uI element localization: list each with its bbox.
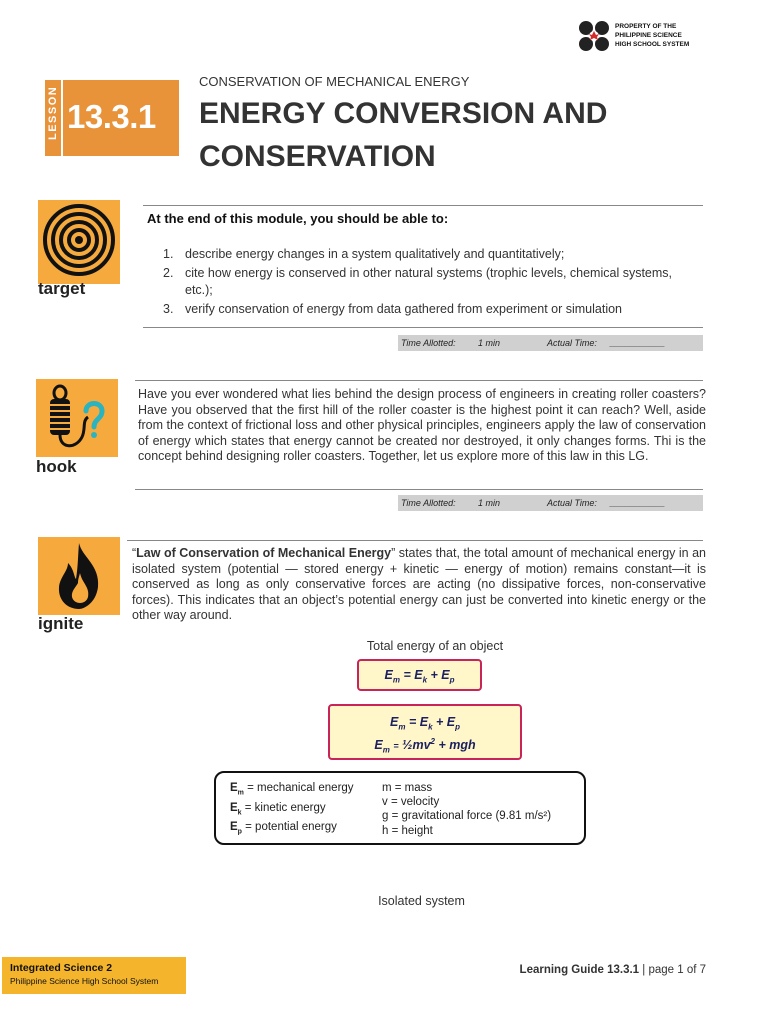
objectives-list <box>163 246 703 319</box>
footer-page: | page 1 of 7 <box>642 964 706 976</box>
formula-2a: $E_m = E_k + E_p$ <box>390 715 460 732</box>
page-subtitle: CONSERVATION OF MECHANICAL ENERGY <box>199 74 470 89</box>
divider <box>135 489 703 490</box>
pshs-logo <box>578 19 708 53</box>
target-icon <box>38 200 120 284</box>
footer-page-info <box>520 964 706 976</box>
hook-icon-box <box>36 379 118 457</box>
logo-line3: HIGH SCHOOL SYSTEM <box>615 41 690 48</box>
time-allotted-value: 1 min <box>478 338 501 348</box>
time-allotted-label: Time Allotted: <box>401 338 456 348</box>
footer-course: Integrated Science 2 <box>10 962 113 974</box>
rope-hook-icon <box>36 379 118 457</box>
list-number: 2. <box>163 265 174 280</box>
quote-close: ” <box>391 546 396 560</box>
legend-text: = potential energy <box>241 821 337 833</box>
target-label: target <box>38 279 86 298</box>
time-allotted-value: 1 min <box>478 498 501 508</box>
legend-item: h = height <box>382 824 433 837</box>
legend-item: $E_m$ = mechanical energy <box>230 782 354 797</box>
target-icon-box <box>38 200 120 284</box>
list-number: 1. <box>163 247 174 261</box>
objectives-heading: At the end of this module, you should be able to: <box>147 211 449 226</box>
ignite-paragraph <box>132 546 706 624</box>
formula-box-expanded <box>328 704 522 760</box>
list-text: describe energy changes in a system qualitatively and quantitatively; <box>185 247 565 261</box>
actual-time-label: Actual Time: <box>547 498 597 508</box>
ignite-paragraph-text: states that, the total amount of mechanical energy in an isolated system (potential — stored energy + kinetic — energy of motion) remains constant—it is conserved as long as only conservative forces are acting (no dissipative forces, non-conservative forces). This indicates that an object’s potential energy can just be converted into kinetic energy or the other way around. <box>132 546 706 622</box>
logo-text <box>615 22 689 49</box>
list-text: verify conservation of energy from data gathered from experiment or simulation <box>185 301 623 316</box>
list-number: 3. <box>163 301 174 316</box>
list-text: cite how energy is conserved in other natural systems (trophic levels, chemical systems, etc.); <box>185 265 672 297</box>
pshs-logo-icon <box>578 20 610 52</box>
formula-caption: Total energy of an object <box>366 639 504 653</box>
legend-text: = kinetic energy <box>241 801 326 814</box>
legend-left <box>230 781 354 840</box>
isolated-caption: Isolated system <box>378 894 465 908</box>
logo-line2: PHILIPPINE SCIENCE <box>615 32 682 39</box>
footer-guide: Learning Guide 13.3.1 <box>519 964 640 976</box>
legend-item: $E_p$ = potential energy <box>230 821 337 836</box>
legend-text: = mechanical energy <box>243 782 354 794</box>
legend-item: $E_k$ = kinetic energy <box>230 801 326 816</box>
hook-paragraph: Have you ever wondered what lies behind the design process of engineers in creating roller coasters? Have you observed that the first hill of the roller coaster is the highest point it can reach? Well, aside from the context of frictional loss and other physical principles, engineers apply the law of conservation of energy which states that energy cannot be created nor destroyed, it only changes forms. Thi is the concept behind designing roller coasters. Together, let us explore more of this law in this LG. <box>138 387 706 463</box>
divider <box>143 327 703 328</box>
hook-label: hook <box>36 457 77 476</box>
ignite-icon-box <box>38 537 120 615</box>
list-item <box>163 265 703 300</box>
actual-time-value[interactable]: ___________ <box>610 338 666 348</box>
footer-badge <box>2 957 186 994</box>
legend-right <box>382 781 551 838</box>
time-bar <box>398 335 703 351</box>
list-item <box>163 246 703 264</box>
flame-icon <box>38 537 120 615</box>
lesson-word: LESSON <box>47 85 59 140</box>
ignite-label: ignite <box>38 614 84 633</box>
legend-item: g = gravitational force (9.81 m/s²) <box>382 810 552 823</box>
legend-item: m = mass <box>382 782 433 794</box>
formula-box-total-energy <box>357 659 482 691</box>
variable-legend <box>214 771 586 845</box>
time-bar <box>398 495 703 511</box>
divider <box>143 205 703 206</box>
actual-time-value[interactable]: ___________ <box>610 498 666 508</box>
quote-open: “ <box>132 546 137 560</box>
lesson-badge <box>45 80 179 156</box>
divider <box>135 380 703 381</box>
time-allotted-label: Time Allotted: <box>401 498 456 508</box>
actual-time-label: Actual Time: <box>547 338 597 348</box>
law-name: Law of Conservation of Mechanical Energy <box>136 546 392 560</box>
lesson-number: 13.3.1 <box>67 98 156 135</box>
formula-1: $E_m = E_k + E_p$ <box>384 668 455 685</box>
page-title: ENERGY CONVERSION AND CONSERVATION <box>199 97 608 173</box>
footer-school: Philippine Science High School System <box>10 976 159 986</box>
divider <box>127 540 703 541</box>
list-item <box>163 301 703 319</box>
formula-2b: $E_m$ = $\frac{1}{2}mv^2$ + mgh <box>374 737 476 755</box>
logo-line1: PROPERTY OF THE <box>615 23 677 30</box>
legend-item: v = velocity <box>382 796 440 809</box>
